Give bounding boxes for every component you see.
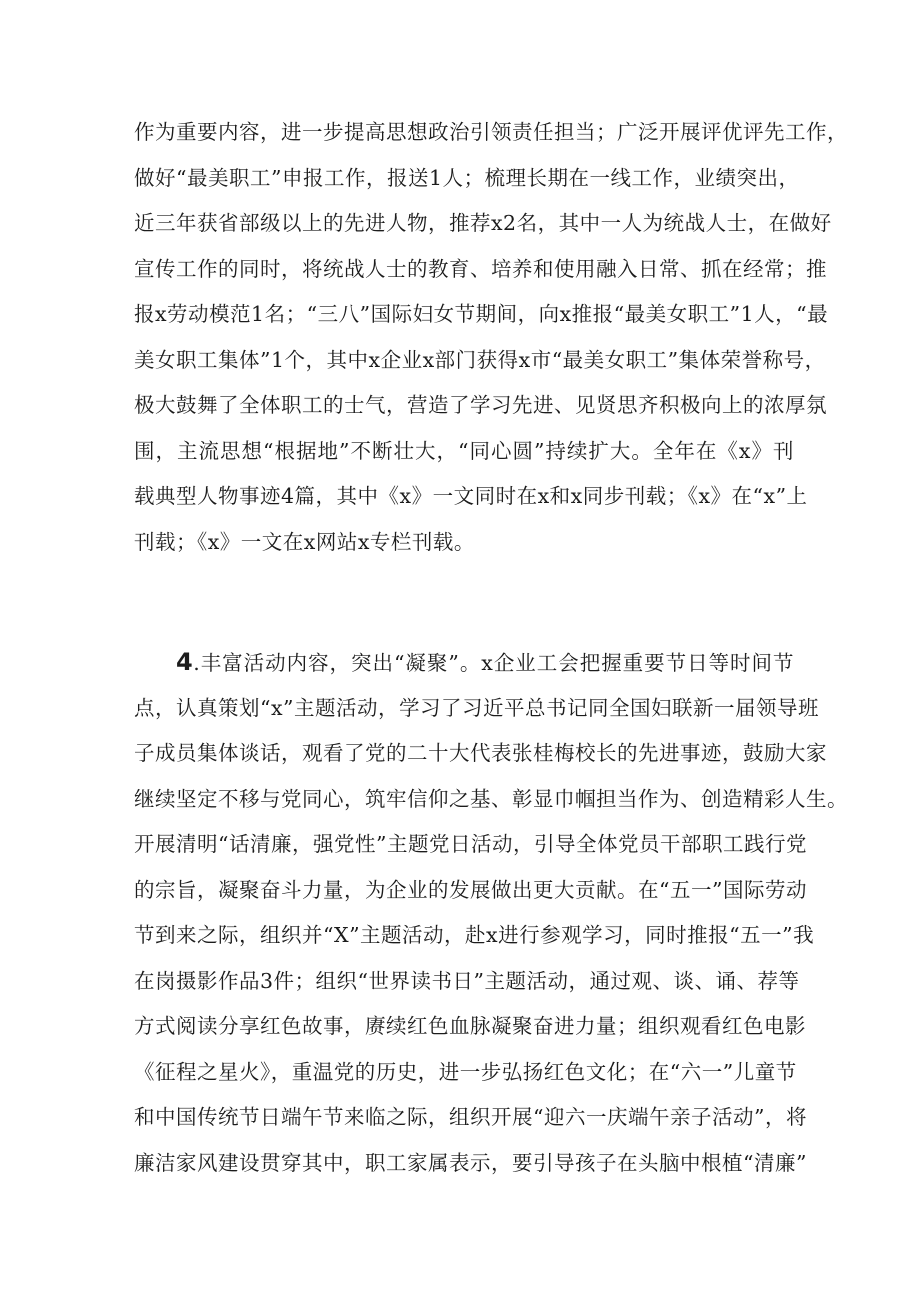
- paragraph-1: [134, 110, 848, 565]
- paragraph-2-line: 方式阅读分享红色故事，赓续红色血脉凝聚奋进力量；组织观看红色电影: [134, 1014, 806, 1038]
- paragraph-1-line: 刊载；《x》一文在x网站x专栏刊载。: [134, 529, 475, 554]
- paragraph-1-line: 美女职工集体”1个，其中x企业x部门获得x市“最美女职工”集体荣誉称号，: [134, 347, 826, 372]
- paragraph-2-line: 在岗摄影作品3件；组织“世界读书日”主题活动，通过观、谈、诵、荐等: [134, 968, 800, 993]
- item-number: 4: [176, 648, 194, 676]
- paragraph-2-first-line: [134, 640, 794, 686]
- paragraph-2: [134, 640, 848, 1186]
- paragraph-1-line: 报x劳动模范1名；“三八”国际妇女节期间，向x推报“最美女职工”1人，“最: [134, 302, 829, 326]
- paragraph-2-line: 的宗旨，凝聚奋斗力量，为企业的发展做出更大贡献。在“五一”国际劳动: [134, 877, 807, 902]
- paragraph-1-line: 载典型人物事迹4篇，其中《x》一文同时在x和x同步刊载；《x》在“x”上: [134, 484, 808, 508]
- paragraph-2-line: 廉洁家风建设贯穿其中，职工家属表示，要引导孩子在头脑中根植“清廉”: [134, 1150, 807, 1175]
- paragraph-1-line: 极大鼓舞了全体职工的士气，营造了学习先进、见贤思齐积极向上的浓厚氛: [134, 393, 827, 417]
- paragraph-2-line: 和中国传统节日端午节来临之际，组织开展“迎六一庆端午亲子活动”，将: [134, 1105, 807, 1129]
- paragraph-1-line: 近三年获省部级以上的先进人物，推荐x2名，其中一人为统战人士，在做好: [134, 211, 832, 235]
- paragraph-1-line: 围，主流思想“根据地”不断壮大，“同心圆”持续扩大。全年在《x》刊: [134, 438, 794, 463]
- paragraph-2-line: 点，认真策划“x”主题活动，学习了习近平总书记同全国妇联新一届领导班: [134, 695, 820, 720]
- paragraph-2-heading-text: .丰富活动内容，突出“凝聚”。x企业工会把握重要节日等时间节: [193, 651, 794, 675]
- paragraph-2-line: 继续坚定不移与党同心，筑牢信仰之基、彰显巾帼担当作为、创造精彩人生。: [134, 786, 848, 811]
- paragraph-1-line: 做好“最美职工”申报工作，报送1人；梳理长期在一线工作，业绩突出，: [134, 165, 800, 190]
- paragraph-1-line: 宣传工作的同时，将统战人士的教育、培养和使用融入日常、抓在经常；推: [134, 256, 827, 281]
- paragraph-2-line: 节到来之际，组织并“X”主题活动，赴x进行参观学习，同时推报“五一”我: [134, 923, 815, 947]
- paragraph-2-line: 开展清明“话清廉，强党性”主题党日活动，引导全体党员干部职工践行党: [134, 832, 807, 856]
- paragraph-1-line: 作为重要内容，进一步提高思想政治引领责任担当；广泛开展评优评先工作，: [134, 120, 848, 144]
- paragraph-2-line: 子成员集体谈话，观看了党的二十大代表张桂梅校长的先进事迹，鼓励大家: [134, 741, 827, 765]
- paragraph-2-line: 《征程之星火》，重温党的历史，进一步弘扬红色文化；在“六一”儿童节: [134, 1059, 797, 1084]
